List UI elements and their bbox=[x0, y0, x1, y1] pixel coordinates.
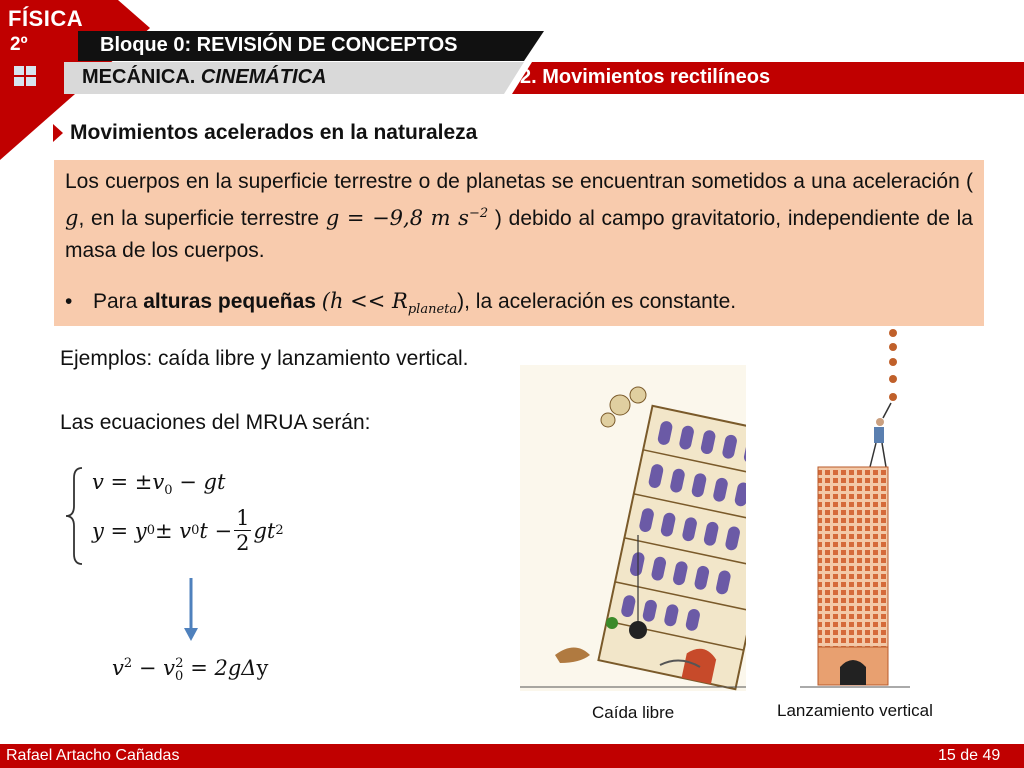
y-eq-base: y = y bbox=[92, 518, 147, 543]
author-label: Rafael Artacho Cañadas bbox=[6, 747, 180, 764]
section-arrow-icon bbox=[53, 124, 63, 142]
bullet-math-base: (h << R bbox=[321, 289, 408, 313]
g-symbol: g bbox=[65, 206, 79, 230]
grade-label: 2º bbox=[10, 34, 28, 55]
free-fall-caption: Caída libre bbox=[592, 703, 675, 722]
section-title: Movimientos acelerados en la naturaleza bbox=[70, 121, 478, 144]
position-equation bbox=[92, 506, 284, 555]
equations-intro: Las ecuaciones del MRUA serán: bbox=[60, 411, 371, 434]
derived-y: y bbox=[256, 656, 269, 680]
derived-exp1: 2 bbox=[123, 656, 133, 671]
topic-title bbox=[82, 66, 326, 89]
derived-v: v bbox=[112, 656, 124, 680]
half-fraction bbox=[234, 506, 251, 555]
v-eq-sub: 0 bbox=[164, 483, 173, 499]
vertical-launch-illustration bbox=[800, 325, 910, 690]
down-arrow-icon bbox=[181, 578, 201, 642]
topic-italic: CINEMÁTICA bbox=[200, 66, 327, 88]
derived-equation bbox=[112, 656, 268, 684]
v-eq-tail: − gt bbox=[172, 470, 226, 494]
bullet-dot: • bbox=[65, 290, 73, 313]
concept-text-1: Los cuerpos en la superficie terrestre o de planetas se encuentran sometidos a una aceleración ( bbox=[65, 170, 973, 193]
g-value-base: g = −9,8 m s bbox=[325, 206, 469, 230]
bullet-bold: alturas pequeñas bbox=[143, 290, 316, 313]
fraction-numerator: 1 bbox=[236, 506, 250, 530]
y-eq-t: t − bbox=[199, 518, 233, 543]
bullet-math-sub: planeta bbox=[407, 302, 458, 318]
velocity-equation bbox=[92, 470, 225, 498]
bullet-pre: Para bbox=[93, 290, 138, 313]
y-eq-sub2: 0 bbox=[191, 523, 200, 538]
block-title: Bloque 0: REVISIÓN DE CONCEPTOS bbox=[100, 34, 458, 56]
section-label: 2. Movimientos rectilíneos bbox=[520, 66, 771, 88]
y-eq-exponent: 2 bbox=[275, 523, 284, 538]
subject-label: FÍSICA bbox=[8, 6, 84, 31]
examples-line: Ejemplos: caída libre y lanzamiento vertical. bbox=[60, 347, 469, 370]
concept-text-3: ) debido al campo gravitatorio, independiente de la masa de los cuerpos. bbox=[65, 207, 973, 262]
g-value bbox=[326, 206, 488, 230]
derived-exp2: 2 bbox=[175, 656, 184, 671]
bullet-item bbox=[65, 289, 736, 317]
free-fall-illustration bbox=[520, 365, 746, 691]
fraction-denominator: 2 bbox=[236, 531, 250, 555]
vertical-launch-caption: Lanzamiento vertical bbox=[777, 701, 933, 720]
concept-text-2: , en la superficie terrestre bbox=[78, 207, 320, 230]
derived-mid: − v bbox=[132, 656, 175, 680]
derived-sub: 0 bbox=[174, 669, 184, 685]
v-eq-base: v = ±v bbox=[92, 470, 165, 494]
y-eq-mid: ± v bbox=[154, 518, 192, 543]
y-eq-tail: gt bbox=[253, 518, 276, 543]
left-brace bbox=[62, 466, 86, 566]
g-value-exponent: −2 bbox=[468, 206, 489, 221]
y-eq-sub: 0 bbox=[146, 523, 155, 538]
derived-tail: = 2gΔ bbox=[183, 656, 257, 680]
concept-paragraph bbox=[65, 166, 973, 267]
bullet-math bbox=[321, 289, 458, 318]
page-number: 15 de 49 bbox=[938, 747, 1001, 764]
topic-main: MECÁNICA. bbox=[82, 66, 196, 88]
bullet-post: ), la aceleración es constante. bbox=[457, 290, 737, 313]
grid-icon bbox=[12, 64, 38, 88]
